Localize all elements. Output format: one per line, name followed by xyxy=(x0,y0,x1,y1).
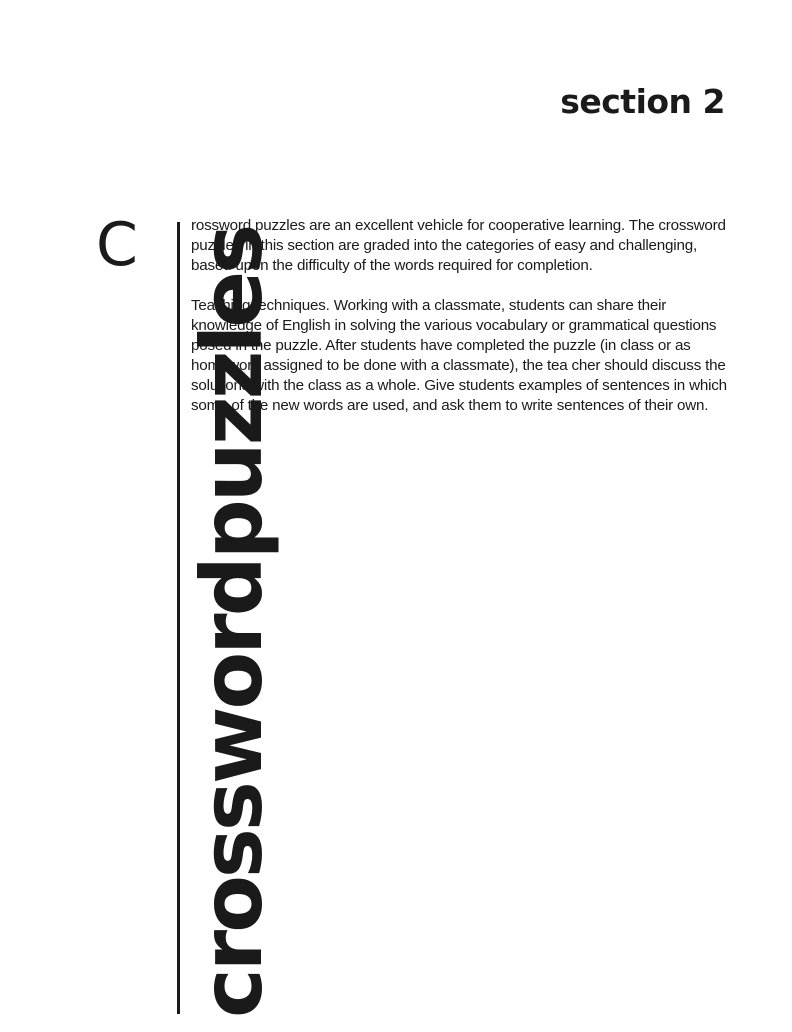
intro-paragraph: rossword puzzles are an excellent vehicle for cooperative learning. The crossword puzzles in this section are graded into the categories of easy and challenging, based upon the difficulty of the words required for completion. xyxy=(191,217,726,274)
vertical-title: crosswordpuzzles xyxy=(183,226,281,1018)
drop-cap: C xyxy=(96,210,138,280)
body-text xyxy=(191,216,731,436)
teaching-techniques-paragraph: Teaching techniques. Working with a classmate, students can share their knowledge of English in solving the various vocabulary or grammatical questions posed in the puzzle. After students have completed the puzzle (in class or as homework assigned to be done with a classmate), the tea cher should discuss the solutions with the class as a whole. Give students examples of sentences in which some of the new words are used, and ask them to write sentences of their own. xyxy=(191,297,727,414)
vertical-rule xyxy=(177,222,180,1014)
section-heading: section 2 xyxy=(560,82,725,121)
